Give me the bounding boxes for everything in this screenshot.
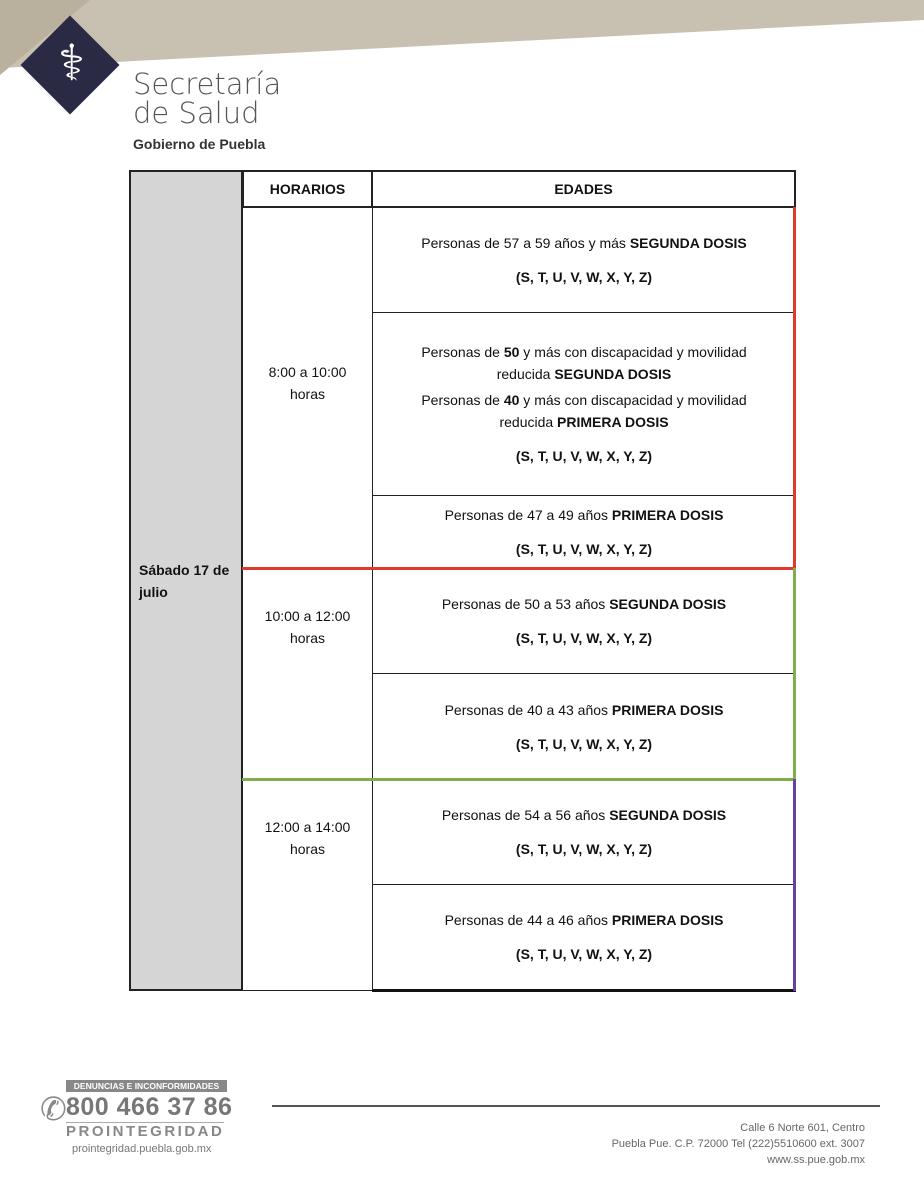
footer-website: www.ss.pue.gob.mx (767, 1154, 865, 1166)
age-row: Personas de 47 a 49 años PRIMERA DOSIS (S, T, U, V, W, X, Y, Z) (372, 495, 796, 569)
prointegridad-label: PROINTEGRIDAD (66, 1123, 225, 1140)
age-row: Personas de 50 y más con discapacidad y movilidad reducida SEGUNDA DOSIS Personas de 40 y más con discapacidad y movilidad reducida PRIMERA DOSIS (S, T, U, V, W, X, Y, Z) (372, 312, 796, 496)
slot-label: 12:00 a 14:00 horas (264, 819, 351, 857)
brand-subtitle: Gobierno de Puebla (133, 136, 266, 152)
slot-cell (242, 779, 373, 991)
footer-address: Calle 6 Norte 601, Centro Puebla Pue. C.P. 72000 Tel (222)5510600 ext. 3007 www.ss.pue.gob.mx (611, 1122, 865, 1166)
age-row: Personas de 44 a 46 años PRIMERA DOSIS (S, T, U, V, W, X, Y, Z) (372, 884, 796, 992)
slot-label: 10:00 a 12:00 horas (264, 608, 351, 646)
caduceus-icon: ⚕ (58, 35, 86, 91)
age-row: Personas de 57 a 59 años y más SEGUNDA DOSIS (S, T, U, V, W, X, Y, Z) (372, 207, 796, 313)
slot-border-purple (793, 779, 796, 991)
day-label: Sábado 17 de julio (139, 561, 230, 600)
phone-icon: ✆ (40, 1091, 67, 1127)
slot-cell (242, 207, 373, 569)
slot-border-red (793, 207, 796, 569)
slot-divider-red (242, 567, 796, 570)
header-horarios: HORARIOS (242, 170, 373, 208)
slot-label: 8:00 a 10:00 horas (268, 364, 347, 402)
slot-border-green (793, 568, 796, 780)
brand-name: Secretaría de Salud (133, 67, 282, 130)
prointegridad-link[interactable]: prointegridad.puebla.gob.mx (72, 1143, 212, 1155)
slot-divider-green (242, 778, 796, 781)
denuncias-label: DENUNCIAS E INCONFORMIDADES (66, 1080, 227, 1092)
age-row: Personas de 40 a 43 años PRIMERA DOSIS (S, T, U, V, W, X, Y, Z) (372, 673, 796, 780)
day-cell (129, 170, 243, 991)
age-row: Personas de 50 a 53 años SEGUNDA DOSIS (S, T, U, V, W, X, Y, Z) (372, 568, 796, 674)
slot-cell (242, 568, 373, 780)
hotline-number: 800 466 37 86 (66, 1093, 233, 1121)
footer-rule (272, 1105, 880, 1107)
age-row: Personas de 54 a 56 años SEGUNDA DOSIS (S, T, U, V, W, X, Y, Z) (372, 779, 796, 885)
header-edades: EDADES (371, 170, 796, 208)
